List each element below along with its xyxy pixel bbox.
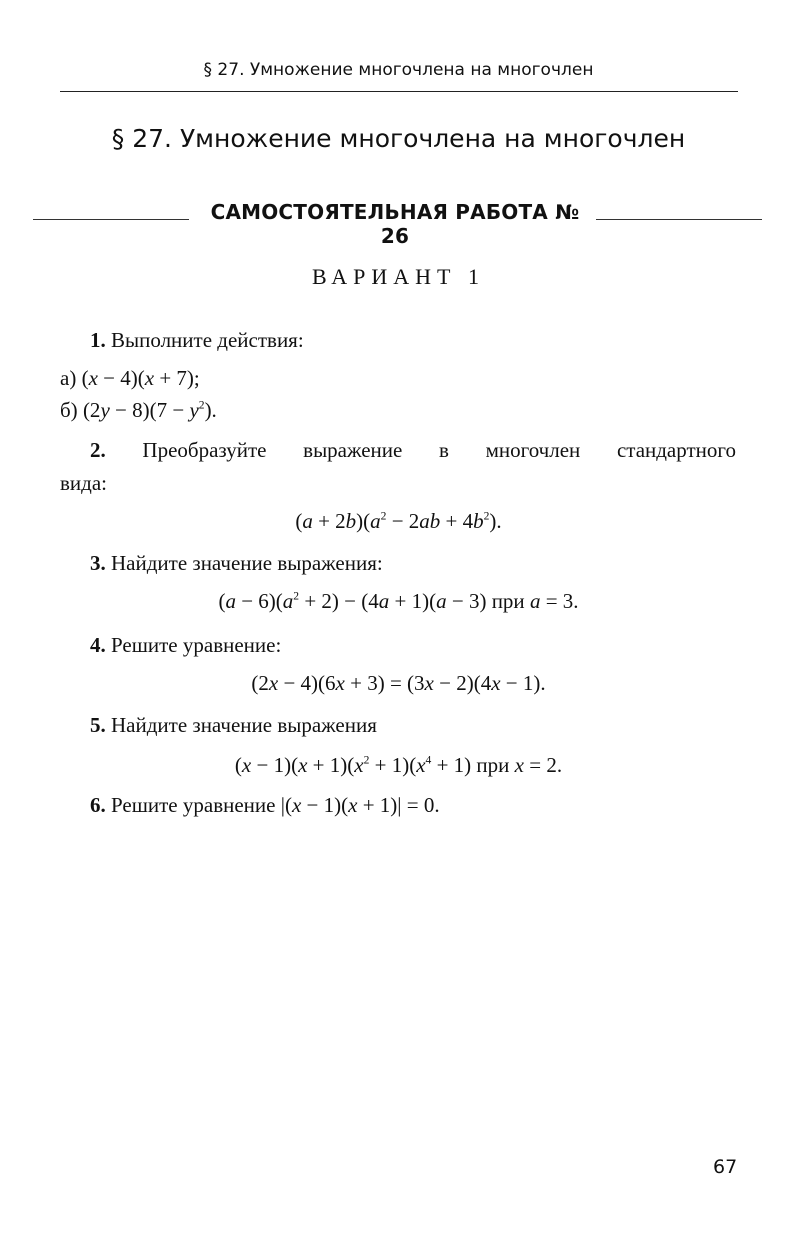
task-number: 3. — [90, 551, 106, 575]
task-1b — [60, 398, 217, 423]
task-2: 2. Преобразуйте выражение в многочлен стандартного — [90, 438, 736, 462]
title-rule-left — [33, 219, 189, 220]
task-4 — [90, 633, 281, 658]
section-title: § 27. Умножение многочлена на многочлен — [111, 124, 686, 153]
task-text: Решите уравнение — [111, 793, 276, 817]
task-5 — [90, 713, 377, 738]
title-rule-right — [596, 219, 762, 220]
item-label: б) — [60, 398, 78, 422]
task-number: 2. — [90, 438, 106, 462]
task-5-expression: $(x - 1)(x + 1)(x^2 + 1)(x^4 + 1)$ при x = 2. — [234, 753, 563, 777]
item-label: а) — [60, 366, 77, 390]
task-1 — [90, 328, 304, 353]
task-number: 5. — [90, 713, 106, 737]
task-number: 4. — [90, 633, 106, 657]
task-3 — [90, 551, 383, 576]
task-3-expression: $(a - 6)(a^2 + 2) - (4a + 1)(a - 3)$ при a = 3. — [218, 589, 579, 613]
task-text: Найдите значение выражения: — [111, 551, 383, 575]
task-1a — [60, 366, 200, 391]
task-6 — [90, 793, 440, 818]
math-expression: (x − 4)(x + 7); — [81, 366, 200, 390]
task-4-expression: (2x − 4)(6x + 3) = (3x − 2)(4x − 1). — [251, 671, 546, 695]
task-number: 6. — [90, 793, 106, 817]
task-2-continued: вида: — [60, 471, 107, 495]
math-expression: |(x − 1)(x + 1)| = 0. — [280, 793, 440, 817]
task-text: Выполните действия: — [111, 328, 304, 352]
task-text: Найдите значение выражения — [111, 713, 377, 737]
running-head: § 27. Умножение многочлена на многочлен — [203, 60, 594, 80]
variant-heading: ВАРИАНТ 1 — [311, 264, 485, 289]
header-rule — [60, 91, 738, 92]
task-2-expression: $(a + 2b)(a^2 - 2ab + 4b^2)$. — [295, 509, 502, 533]
task-number: 1. — [90, 328, 106, 352]
math-expression: $(2y - 8)(7 - y^2)$. — [82, 398, 217, 422]
work-title: САМОСТОЯТЕЛЬНАЯ РАБОТА № 26 — [210, 200, 580, 248]
page-number: 67 — [713, 1156, 738, 1178]
task-text: Решите уравнение: — [111, 633, 282, 657]
